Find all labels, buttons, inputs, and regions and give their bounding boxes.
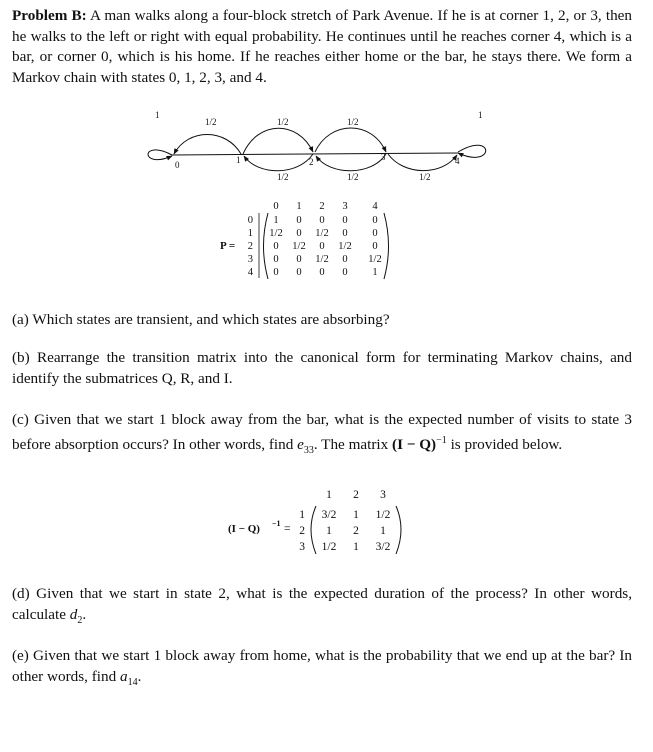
lower-prob-2: 1/2: [347, 172, 359, 182]
cell: 0: [319, 215, 325, 226]
symbol-d: d: [69, 605, 78, 623]
row-header: 4: [247, 267, 253, 278]
state-label-0: 0: [175, 160, 180, 170]
col-header: 4: [372, 201, 378, 212]
equals-sign: =: [284, 523, 291, 535]
cell: 0: [296, 267, 302, 278]
problem-heading: Problem B:: [12, 7, 87, 24]
question-e-text-2: .: [137, 667, 142, 685]
cell: 1/2: [315, 228, 329, 239]
upper-prob-3: 1/2: [347, 117, 359, 127]
cell: 0: [273, 267, 279, 278]
right-paren: [384, 213, 389, 279]
question-b: (b) Rearrange the transition matrix into the canonical form for terminating Markov chains, and identify the submatrices Q, R, and I.: [12, 349, 632, 387]
row-header: 2: [299, 525, 305, 537]
cell: 1: [353, 509, 359, 521]
state-label-4: 4: [455, 156, 460, 166]
cell: 1: [380, 525, 386, 537]
arc-1-to-0-upper: [174, 135, 241, 155]
cell: 0: [342, 267, 348, 278]
upper-prob-1: 1/2: [205, 117, 217, 127]
question-c-text-2: . The matrix: [313, 435, 393, 453]
state-label-3: 3: [381, 152, 386, 162]
col-header: 3: [342, 201, 348, 212]
inverse-matrix-label: (I − Q): [228, 523, 260, 535]
cell: 1/2: [321, 541, 337, 553]
lower-prob-1: 1/2: [277, 172, 289, 182]
row-header: 2: [247, 241, 253, 252]
cell: 0: [372, 215, 378, 226]
self-loop-4: [458, 145, 486, 157]
cell: 0: [319, 267, 325, 278]
transition-matrix: [0, 196, 653, 296]
arc-1-to-2-upper: [243, 128, 313, 154]
row-header: 3: [299, 541, 305, 553]
col-header: 3: [380, 489, 386, 501]
inverse-matrix-label-sup: −1: [272, 519, 281, 528]
cell: 0: [372, 241, 378, 252]
symbol-a: a: [119, 667, 128, 685]
cell: 2: [353, 525, 359, 537]
matrix-label-p: P =: [220, 240, 236, 252]
inverse-matrix-cells: [322, 509, 391, 553]
cell: 1: [372, 267, 378, 278]
col-header: 1: [326, 489, 332, 501]
cell: 0: [273, 241, 279, 252]
problem-text: A man walks along a four-block stretch of Park Avenue. If he is at corner 1, 2, or 3, then he walks to the left or right with equal probability. He continues until he reaches corner 4, which is a bar, or corner 0, which is his home. If he reaches either home or the bar, he stays there. We form a Markov chain with states 0, 1, 2, 3, and 4.: [12, 7, 632, 86]
cell: 0: [342, 215, 348, 226]
cell: 3/2: [375, 541, 391, 553]
state-label-2: 2: [309, 157, 314, 167]
symbol-a-sub: 14: [127, 676, 138, 688]
cell: 0: [319, 241, 325, 252]
lower-prob-3: 1/2: [419, 172, 431, 182]
symbol-d-sub: 2: [77, 614, 83, 626]
markov-chain-diagram: [0, 108, 653, 190]
row-header: 1: [299, 509, 305, 521]
cell: 1/2: [375, 509, 391, 521]
symbol-e: e: [297, 435, 304, 453]
col-header: 2: [319, 201, 325, 212]
baseline: [172, 153, 458, 155]
cell: 1/2: [315, 254, 329, 265]
question-a: (a) Which states are transient, and which states are absorbing?: [12, 311, 390, 328]
cell: 1: [273, 215, 279, 226]
loop-prob-right: 1: [478, 110, 483, 120]
cell: 0: [372, 228, 378, 239]
cell: 1: [326, 525, 332, 537]
cell: 0: [342, 254, 348, 265]
col-header: 2: [353, 489, 359, 501]
cell: 0: [296, 254, 302, 265]
symbol-e-sub: 33: [303, 444, 314, 456]
cell: 1/2: [269, 228, 283, 239]
row-header: 3: [247, 254, 253, 265]
question-e: [12, 646, 632, 693]
cell: 1/2: [338, 241, 352, 252]
loop-prob-left: 1: [155, 110, 160, 120]
arc-2-to-1-lower: [244, 154, 313, 171]
cell: 0: [342, 228, 348, 239]
matrix-expression: (I − Q): [392, 435, 437, 453]
cell: 1/2: [292, 241, 306, 252]
right-paren: [396, 506, 401, 554]
question-c: [12, 410, 632, 461]
cell: 1: [353, 541, 359, 553]
state-label-1: 1: [236, 155, 241, 165]
question-c-text-3: is provided below.: [446, 435, 563, 453]
cell: 0: [273, 254, 279, 265]
question-e-text-1: (e) Given that we start 1 block away from home, what is the probability that we end up at the bar? In other words, find: [12, 647, 632, 685]
cell: 0: [296, 215, 302, 226]
col-header: 1: [296, 201, 302, 212]
cell: 1/2: [368, 254, 382, 265]
inverse-matrix: [0, 484, 653, 564]
question-c-text-1: (c) Given that we start 1 block away from the bar, what is the expected number of visits to state 3 before absorption occurs? In other words, find: [12, 411, 632, 453]
matrix-cells: [269, 215, 381, 278]
problem-statement: [12, 6, 632, 88]
cell: 3/2: [321, 509, 337, 521]
question-d: [12, 584, 632, 631]
arc-3-to-2-lower: [316, 154, 386, 171]
col-header: 0: [273, 201, 279, 212]
left-paren: [311, 506, 316, 554]
upper-prob-2: 1/2: [277, 117, 289, 127]
question-d-text-2: .: [82, 605, 87, 623]
self-loop-0: [148, 150, 172, 160]
cell: 0: [296, 228, 302, 239]
left-paren: [264, 213, 269, 279]
row-header: 1: [247, 228, 253, 239]
row-header: 0: [247, 215, 253, 226]
matrix-expression-sup: −1: [436, 434, 447, 446]
arc-2-to-3-upper: [315, 128, 386, 152]
question-d-text-1: (d) Given that we start in state 2, what is the expected duration of the process? In other words, calculate: [12, 585, 632, 623]
arc-3-to-4-lower: [388, 154, 457, 171]
